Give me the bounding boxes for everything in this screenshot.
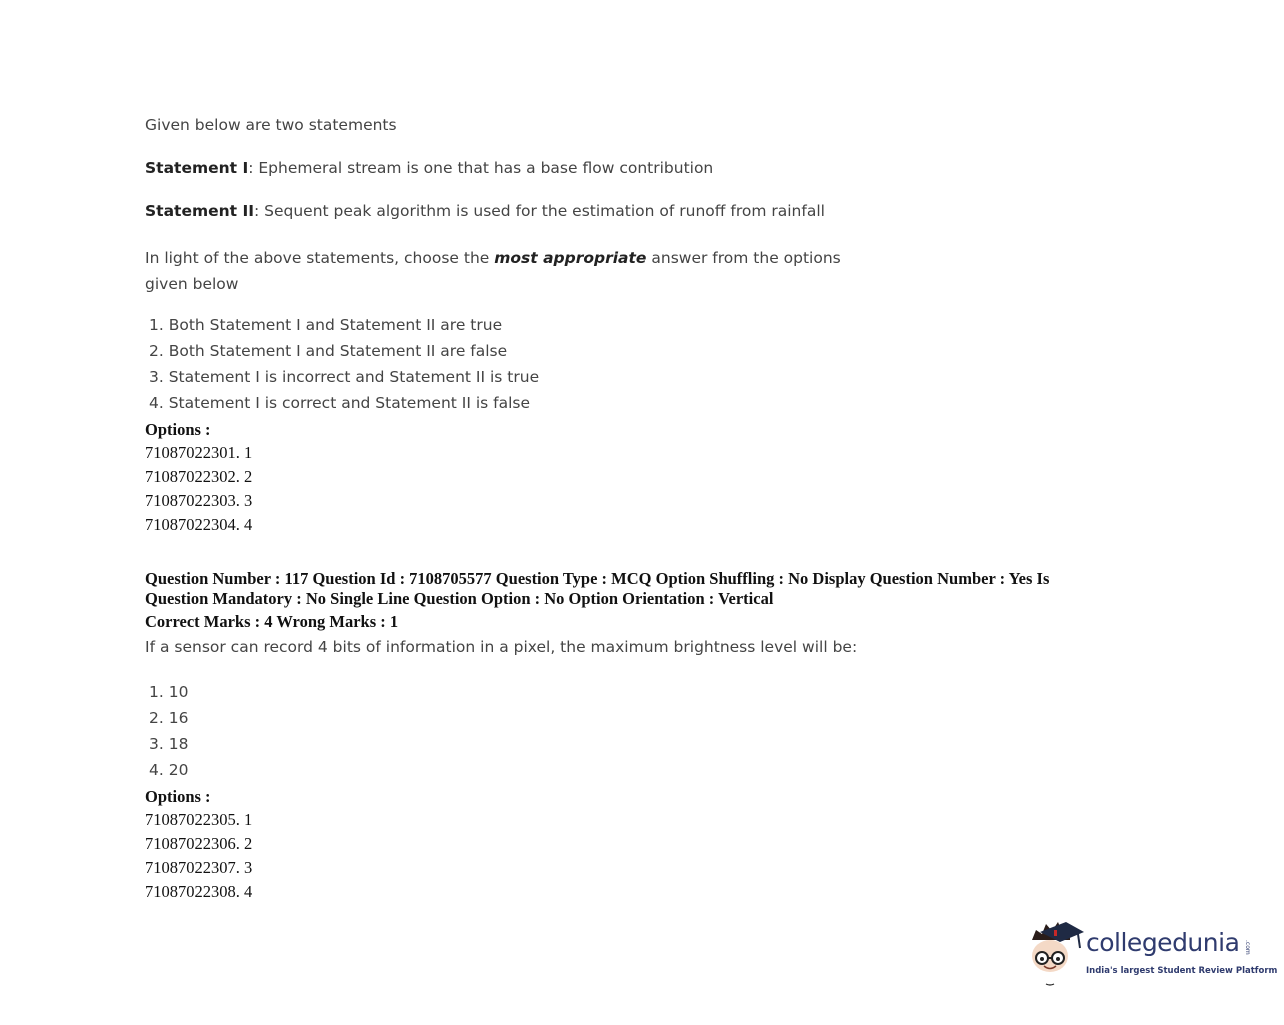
logo-tagline: India's largest Student Review Platform <box>1086 966 1278 976</box>
mascot-icon <box>1026 918 1084 990</box>
choice-item: 2. Both Statement I and Statement II are false <box>149 342 508 360</box>
instruction-pre: In light of the above statements, choose the <box>145 249 495 267</box>
option-item: 71087022301. 1 <box>145 443 253 462</box>
q116-statement-2 <box>145 202 825 220</box>
q116-options <box>145 441 252 537</box>
q116-options-label: Options : <box>145 420 211 439</box>
logo-wordmark: collegedunia <box>1086 928 1240 957</box>
option-item: 71087022306. 2 <box>145 834 253 853</box>
option-item: 71087022307. 3 <box>145 858 253 877</box>
statement-1-text: : Ephemeral stream is one that has a base flow contribution <box>248 159 714 177</box>
option-item: 71087022303. 3 <box>145 491 253 510</box>
choice-item: 1. Both Statement I and Statement II are true <box>149 316 503 334</box>
choice-item: 1. 10 <box>149 683 189 701</box>
instruction-post: answer from the options given below <box>145 249 841 293</box>
q117-header-line-1: Question Number : 117 Question Id : 7108705577 Question Type : MCQ Option Shuffling : No Display Question Number : Yes Is <box>145 569 1050 588</box>
choice-item: 2. 16 <box>149 709 189 727</box>
choice-item: 4. 20 <box>149 761 189 779</box>
logo-domain: .com <box>1244 940 1251 955</box>
q117-question: If a sensor can record 4 bits of information in a pixel, the maximum brightness level will be: <box>145 638 858 656</box>
statement-2-text: : Sequent peak algorithm is used for the estimation of runoff from rainfall <box>254 202 825 220</box>
option-item: 71087022308. 4 <box>145 882 253 901</box>
statement-1-label: Statement I <box>145 159 249 177</box>
collegedunia-logo <box>1026 918 1278 990</box>
q117-options-label: Options : <box>145 787 211 806</box>
q117-choices <box>145 679 188 783</box>
option-item: 71087022304. 4 <box>145 515 253 534</box>
choice-item: 3. 18 <box>149 735 189 753</box>
q116-statement-1 <box>145 159 713 177</box>
q116-intro: Given below are two statements <box>145 116 397 134</box>
q116-choices <box>145 312 539 416</box>
statement-2-label: Statement II <box>145 202 254 220</box>
q117-marks: Correct Marks : 4 Wrong Marks : 1 <box>145 612 399 631</box>
choice-item: 4. Statement I is correct and Statement II is false <box>149 394 531 412</box>
q117-header-line-2: Question Mandatory : No Single Line Question Option : No Option Orientation : Vertical <box>145 589 774 608</box>
instruction-emphasis: most appropriate <box>494 249 647 267</box>
option-item: 71087022302. 2 <box>145 467 253 486</box>
q116-instruction <box>145 245 870 297</box>
choice-item: 3. Statement I is incorrect and Statement II is true <box>149 368 540 386</box>
option-item: 71087022305. 1 <box>145 810 253 829</box>
q117-options <box>145 808 252 904</box>
